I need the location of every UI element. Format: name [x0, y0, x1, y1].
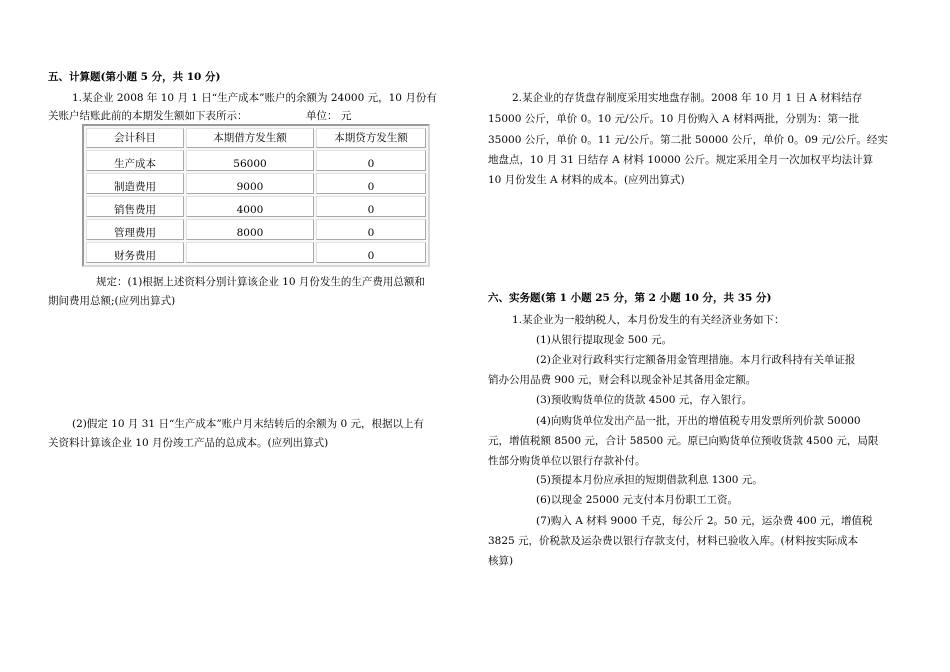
- cell-credit: 0: [316, 150, 426, 171]
- question-2-line: 15000 公斤，单价 0。10 元/公斤。10 月份购入 A 材料两批，分别为：第一批: [488, 113, 859, 125]
- table-header-row: [86, 128, 426, 148]
- section-5-heading: 五、计算题(第小题 5 分，共 10 分): [48, 71, 221, 83]
- cell-credit: 0: [316, 196, 426, 217]
- list-item: 核算): [488, 555, 514, 567]
- cell-debit: 9000: [186, 173, 314, 194]
- cell-account: 制造费用: [86, 173, 184, 194]
- question-1-line-1: 1.某企业 2008 年 10 月 1 日“生产成本”账户的余额为 24000 元，10 月份有: [72, 92, 437, 104]
- cell-account: 财务费用: [86, 242, 184, 263]
- section-6-heading: 六、实务题(第 1 小题 25 分，第 2 小题 10 分，共 35 分): [488, 292, 772, 304]
- cell-account: 管理费用: [86, 219, 184, 240]
- account-table: [82, 124, 430, 267]
- requirement-1-line-1: 规定：(1)根据上述资料分别计算该企业 10 月份发生的生产费用总额和: [96, 276, 425, 288]
- table-row: [86, 219, 426, 240]
- list-item: (5)预提本月份应承担的短期借款利息 1300 元。: [536, 474, 763, 486]
- question-2-line: 2.某企业的存货盘存制度采用实地盘存制。2008 年 10 月 1 日 A 材料结存: [512, 92, 863, 104]
- cell-credit: 0: [316, 173, 426, 194]
- header-credit: 本期贷方发生额: [316, 128, 426, 148]
- cell-debit: [186, 242, 314, 263]
- question-1-line-2: 关账户结账此前的本期发生额如下表所示：: [48, 110, 248, 122]
- cell-debit: 4000: [186, 196, 314, 217]
- cell-credit: 0: [316, 219, 426, 240]
- header-account: 会计科目: [86, 128, 184, 148]
- practice-intro: 1.某企业为一般纳税人，本月份发生的有关经济业务如下：: [512, 314, 785, 326]
- cell-credit: 0: [316, 242, 426, 263]
- list-item: (2)企业对行政科实行定额备用金管理措施。本月行政科持有关单证报: [536, 354, 856, 366]
- question-2-line: 10 月份发生 A 材料的成本。(应列出算式): [488, 174, 685, 186]
- header-debit: 本期借方发生额: [186, 128, 314, 148]
- list-item: 性部分购货单位以银行存款补付。: [488, 455, 646, 467]
- list-item: (7)购入 A 材料 9000 千克，每公斤 2。50 元，运杂费 400 元，增值税: [536, 515, 873, 527]
- requirement-2-line-2: 关资料计算该企业 10 月份竣工产品的总成本。(应列出算式): [48, 437, 329, 449]
- list-item: (6)以现金 25000 元支付本月份职工工资。: [536, 494, 738, 506]
- cell-debit: 8000: [186, 219, 314, 240]
- cell-account: 生产成本: [86, 150, 184, 171]
- list-item: (1)从银行提取现金 500 元。: [536, 334, 673, 346]
- cell-account: 销售费用: [86, 196, 184, 217]
- question-2-line: 35000 公斤，单价 0。11 元/公斤。第二批 50000 公斤，单价 0。09 元/公斤。经实: [488, 134, 888, 146]
- list-item: 销办公用品费 900 元，财会科以现金补足其备用金定额。: [488, 374, 757, 386]
- table-row: [86, 150, 426, 171]
- unit-label: 单位： 元: [306, 110, 352, 122]
- cell-debit: 56000: [186, 150, 314, 171]
- table-row: [86, 242, 426, 263]
- table-row: [86, 173, 426, 194]
- list-item: (3)预收购货单位的货款 4500 元，存入银行。: [536, 394, 753, 406]
- requirement-1-line-2: 期间费用总额;(应列出算式): [48, 295, 176, 307]
- list-item: 元，增值税额 8500 元，合计 58500 元。原已向购货单位预收货款 4500 元，局限: [488, 435, 879, 447]
- requirement-2-line-1: (2)假定 10 月 31 日“生产成本”账户月末结转后的余额为 0 元，根据以上有: [72, 418, 425, 430]
- list-item: 3825 元，价税款及运杂费以银行存款支付，材料已验收入库。(材料按实际成本: [488, 535, 859, 547]
- question-2-line: 地盘点，10 月 31 日结存 A 材料 10000 公斤。规定采用全月一次加权平均法计算: [488, 154, 874, 166]
- table-row: [86, 196, 426, 217]
- list-item: (4)向购货单位发出产品一批，开出的增值税专用发票所列价款 50000: [536, 415, 861, 427]
